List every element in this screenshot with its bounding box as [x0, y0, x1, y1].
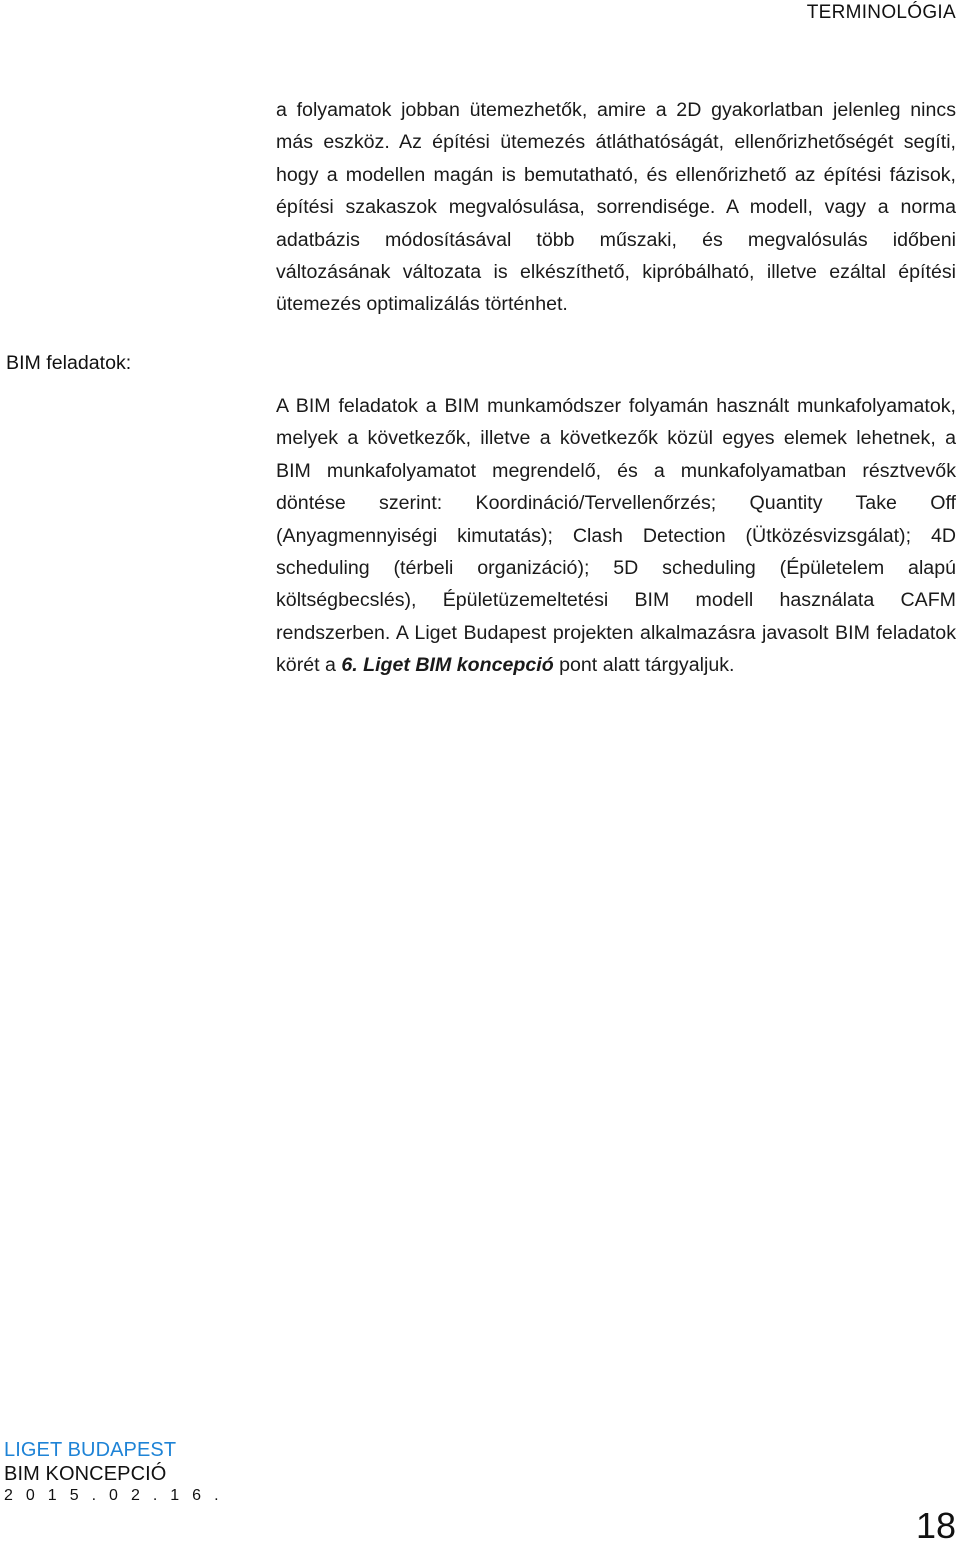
running-header-title: TERMINOLÓGIA	[806, 2, 956, 23]
paragraph-text: a folyamatok jobban ütemezhetők, amire a 2D gyakorlatban jelenleg nincs más eszköz. Az építési ütemezés átláthatóságát, ellenőrizhetőségét segíti, hogy a modellen magán is bemutatható, és ellenőrizhető az építési fázisok, építési szakaszok megvalósulása, sorrendisége. A modell, vagy a norma adatbázis módosításával több műszaki, és megvalósulás időbeni változásának változata is elkészíthető, kipróbálható, illetve ezáltal építési ütemezés optimalizálás történhet.	[276, 99, 956, 316]
paragraph-text-end: pont alatt tárgyaljuk.	[553, 654, 735, 677]
body-paragraph-2	[276, 390, 956, 682]
footer-logo	[4, 1438, 232, 1506]
paragraph-text	[276, 390, 956, 682]
footer-date: 2015.02.16.	[4, 1487, 232, 1504]
body-paragraph-1	[276, 94, 956, 321]
paragraph-text-start: A BIM feladatok a BIM munkamódszer folyamán használt munkafolyamatok, melyek a következők, illetve a következők közül egyes elemek lehetnek, a BIM munkafolyamatot megrendelő, és a munkafolyamatban résztvevők döntése szerint: Koordináció/Tervellenőrzés; Quantity Take Off (Anyagmennyiségi kimutatás); Clash Detection (Ütközésvizsgálat); 4D scheduling (térbeli organizáció); 5D scheduling (Épületelem alapú költségbecslés), Épületüzemeltetési BIM modell használata CAFM rendszerben. A Liget Budapest projekten alkalmazásra javasolt BIM feladatok körét a	[276, 395, 956, 677]
section-label-bim-feladatok: BIM feladatok:	[6, 352, 132, 374]
footer-logo-line-1: LIGET BUDAPEST	[4, 1439, 177, 1461]
footer-logo-line-2: BIM KONCEPCIÓ	[4, 1463, 167, 1485]
section-reference-link[interactable]: 6. Liget BIM koncepció	[341, 654, 554, 677]
page-number: 18	[915, 1505, 956, 1543]
